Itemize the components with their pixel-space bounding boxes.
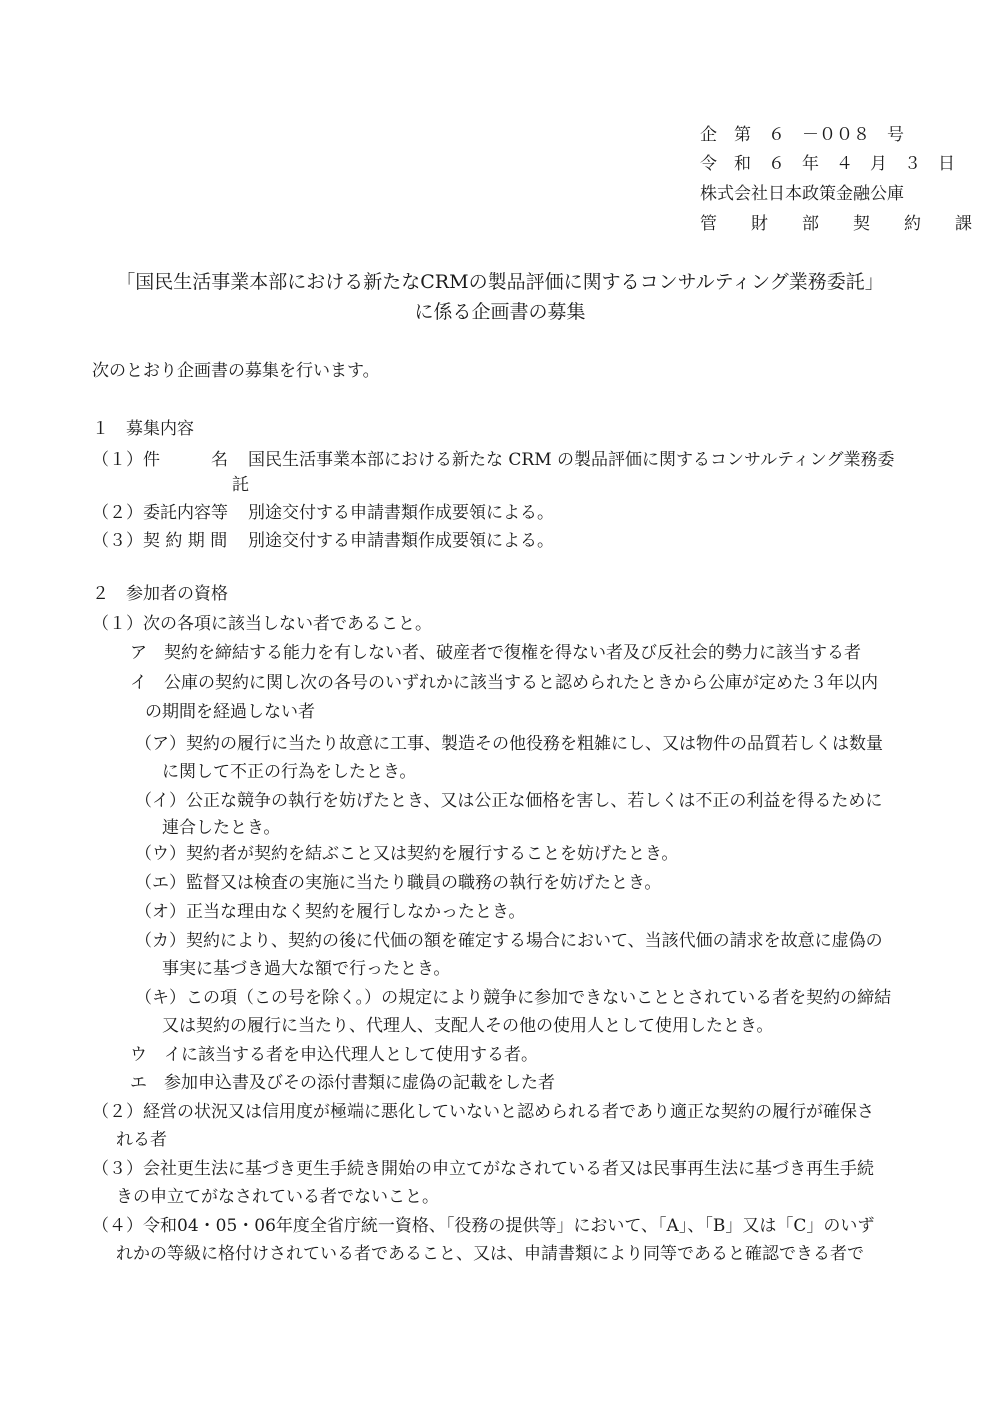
sub-clause-ki-line-2: 又は契約の履行に当たり、代理人、支配人その他の使用人として使用したとき。 xyxy=(162,1016,774,1036)
section-2-heading: ２ 参加者の資格 xyxy=(92,584,228,604)
item-text: 国民生活事業本部における新たな CRM の製品評価に関するコンサルティング業務委 xyxy=(248,450,895,470)
intro-text: 次のとおり企画書の募集を行います。 xyxy=(92,361,380,381)
issuer-name: 株式会社日本政策金融公庫 xyxy=(700,184,904,204)
doc-number: 企 第 ６ －００８ 号 xyxy=(700,125,904,145)
clause-e: エ 参加申込書及びその添付書類に虚偽の記載をした者 xyxy=(130,1073,555,1093)
section-2-item-2-line-1: （２）経営の状況又は信用度が極端に悪化していないと認められる者であり適正な契約の履行が確保さ xyxy=(92,1102,874,1122)
title-line-1: 「国民生活事業本部における新たなCRMの製品評価に関するコンサルティング業務委託」 xyxy=(116,271,884,293)
sub-clause-ka-line-2: 事実に基づき過大な額で行ったとき。 xyxy=(162,959,451,979)
item-text: 別途交付する申請書類作成要領による。 xyxy=(248,531,554,551)
section-1-item-2 xyxy=(92,502,554,524)
section-1-heading: １ 募集内容 xyxy=(92,419,194,439)
title-line-2: に係る企画書の募集 xyxy=(414,301,586,323)
item-text: 別途交付する申請書類作成要領による。 xyxy=(248,503,554,523)
sub-clause-a-line-1: （ア）契約の履行に当たり故意に工事、製造その他役務を粗雑にし、又は物件の品質若しくは数量 xyxy=(135,734,883,754)
section-2-item-3-line-2: きの申立てがなされている者でないこと。 xyxy=(116,1187,439,1207)
section-1-item-3 xyxy=(92,530,554,552)
clause-u: ウ イに該当する者を申込代理人として使用する者。 xyxy=(130,1045,538,1065)
department-name: 管 財 部 契 約 課 xyxy=(700,214,972,234)
sub-clause-i-line-1: （イ）公正な競争の執行を妨げたとき、又は公正な価格を害し、若しくは不正の利益を得るために xyxy=(135,791,883,811)
sub-clause-u: （ウ）契約者が契約を結ぶこと又は契約を履行することを妨げたとき。 xyxy=(135,844,679,864)
sub-clause-a-line-2: に関して不正の行為をしたとき。 xyxy=(162,762,417,782)
issue-date: 令 和 ６ 年 ４ 月 ３ 日 xyxy=(700,154,955,174)
section-2-item-3-line-1: （３）会社更生法に基づき更生手続き開始の申立てがなされている者又は民事再生法に基づき再生手続 xyxy=(92,1159,874,1179)
item-label: （２）委託内容等 xyxy=(92,503,228,523)
clause-a: ア 契約を締結する能力を有しない者、破産者で復権を得ない者及び反社会的勢力に該当する者 xyxy=(130,643,861,663)
section-2-item-1: （１）次の各項に該当しない者であること。 xyxy=(92,614,432,634)
section-2-item-4-line-2: れかの等級に格付けされている者であること、又は、申請書類により同等であると確認できる者で xyxy=(116,1244,864,1264)
item-label: （１）件 名 xyxy=(92,450,228,470)
item-continuation: 託 xyxy=(232,475,249,495)
section-2-item-2-line-2: れる者 xyxy=(116,1130,167,1150)
sub-clause-i-line-2: 連合したとき。 xyxy=(162,818,281,838)
sub-clause-ki-line-1: （キ）この項（この号を除く。）の規定により競争に参加できないこととされている者を契約の締結 xyxy=(135,988,892,1008)
section-2-item-4-line-1: （４）令和04・05・06年度全省庁統一資格、「役務の提供等」において、「A」、「B」又は「C」のいず xyxy=(92,1216,875,1236)
clause-i-line-2: の期間を経過しない者 xyxy=(145,702,315,722)
section-1-item-1 xyxy=(92,449,894,471)
clause-i-line-1: イ 公庫の契約に関し次の各号のいずれかに該当すると認められたときから公庫が定めた３年以内 xyxy=(130,673,878,693)
sub-clause-ka-line-1: （カ）契約により、契約の後に代価の額を確定する場合において、当該代価の請求を故意に虚偽の xyxy=(135,931,883,951)
sub-clause-o: （オ）正当な理由なく契約を履行しなかったとき。 xyxy=(135,902,526,922)
item-label: （３）契 約 期 間 xyxy=(92,531,228,551)
sub-clause-e: （エ）監督又は検査の実施に当たり職員の職務の執行を妨げたとき。 xyxy=(135,873,662,893)
